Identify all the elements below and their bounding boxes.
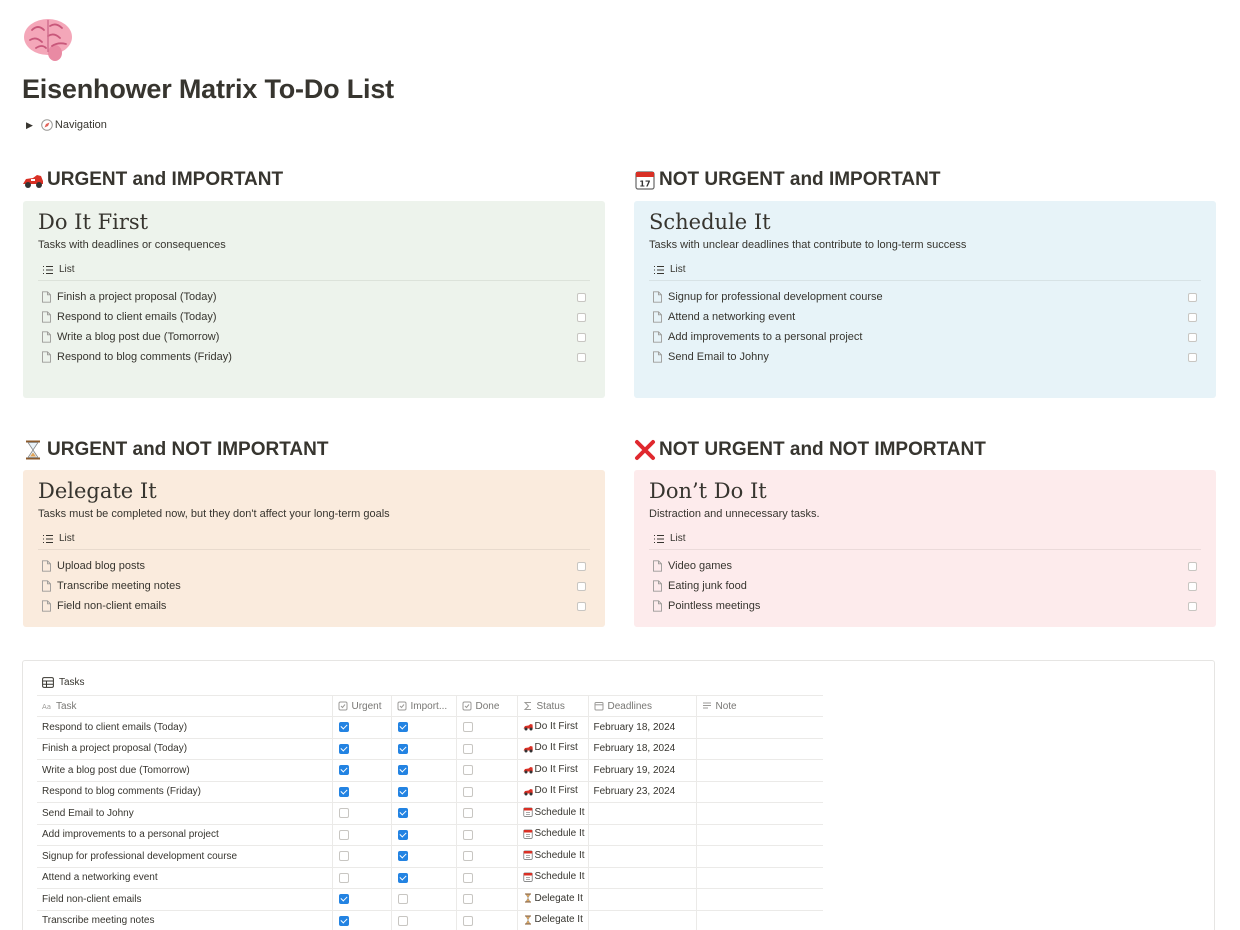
- text-lines-property-icon: [702, 701, 712, 711]
- important-cell: [391, 867, 456, 889]
- document-icon: [41, 351, 52, 363]
- quadrant-heading-urgent-important: URGENT and IMPORTANT: [22, 169, 283, 191]
- table-row[interactable]: [37, 867, 823, 889]
- document-icon: [652, 311, 663, 323]
- column-header-urgent[interactable]: Urgent: [332, 696, 391, 717]
- list-item[interactable]: Write a blog post due (Tomorrow): [38, 327, 590, 347]
- task-cell[interactable]: Field non-client emails: [37, 889, 332, 911]
- column-header-done[interactable]: Done: [456, 696, 517, 717]
- race-car-icon: [523, 764, 533, 774]
- calendar-icon: [523, 829, 533, 839]
- done-checkbox[interactable]: [463, 744, 473, 754]
- quadrant-heading-urgent-not-important: URGENT and NOT IMPORTANT: [22, 439, 328, 461]
- status-cell: Delegate It: [517, 889, 588, 911]
- column-header-status[interactable]: Status: [517, 696, 588, 717]
- note-cell[interactable]: [696, 760, 823, 782]
- document-icon: [652, 351, 663, 363]
- status-cell: Delegate It: [517, 910, 588, 930]
- brain-icon: [22, 16, 74, 64]
- done-cell: [456, 717, 517, 739]
- important-cell: [391, 717, 456, 739]
- urgent-cell: [332, 760, 391, 782]
- hourglass-icon: [523, 893, 533, 903]
- deadline-cell[interactable]: February 18, 2024: [588, 738, 696, 760]
- list-item[interactable]: Video games: [649, 556, 1201, 576]
- item-checkbox[interactable]: [1188, 602, 1197, 611]
- list-item[interactable]: Pointless meetings: [649, 596, 1201, 616]
- done-checkbox[interactable]: [463, 916, 473, 926]
- task-cell[interactable]: Respond to client emails (Today): [37, 717, 332, 739]
- urgent-cell: [332, 738, 391, 760]
- quadrant-schedule-it: [634, 201, 1216, 398]
- status-cell: Do It First: [517, 760, 588, 782]
- important-checkbox[interactable]: [398, 808, 408, 818]
- quadrant-description: Tasks with deadlines or consequences: [38, 239, 226, 251]
- document-icon: [652, 600, 663, 612]
- task-cell[interactable]: Attend a networking event: [37, 867, 332, 889]
- svg-text:Aa: Aa: [42, 702, 52, 711]
- document-icon: [652, 291, 663, 303]
- table-row[interactable]: [37, 889, 823, 911]
- checkbox-property-icon: [397, 701, 407, 711]
- date-property-icon: [594, 701, 604, 711]
- urgent-cell: [332, 824, 391, 846]
- item-checkbox[interactable]: [577, 293, 586, 302]
- important-checkbox[interactable]: [398, 765, 408, 775]
- urgent-checkbox[interactable]: [339, 894, 349, 904]
- list-item[interactable]: Transcribe meeting notes: [38, 576, 590, 596]
- done-checkbox[interactable]: [463, 851, 473, 861]
- important-cell: [391, 760, 456, 782]
- column-header-note[interactable]: Note: [696, 696, 823, 717]
- status-cell: Schedule It: [517, 846, 588, 868]
- done-checkbox[interactable]: [463, 722, 473, 732]
- item-checkbox[interactable]: [577, 602, 586, 611]
- deadline-cell[interactable]: February 18, 2024: [588, 717, 696, 739]
- document-icon: [652, 331, 663, 343]
- status-cell: Schedule It: [517, 867, 588, 889]
- document-icon: [652, 580, 663, 592]
- list-item[interactable]: Attend a networking event: [649, 307, 1201, 327]
- done-cell: [456, 738, 517, 760]
- urgent-cell: [332, 717, 391, 739]
- table-row[interactable]: [37, 910, 823, 930]
- item-checkbox[interactable]: [1188, 353, 1197, 362]
- urgent-checkbox[interactable]: [339, 722, 349, 732]
- race-car-icon: [523, 786, 533, 796]
- quadrant-heading-not-urgent-not-important: NOT URGENT and NOT IMPORTANT: [634, 439, 986, 461]
- done-cell: [456, 781, 517, 803]
- quadrant-title: Do It First: [38, 210, 149, 234]
- urgent-cell: [332, 781, 391, 803]
- list-item[interactable]: Respond to client emails (Today): [38, 307, 590, 327]
- quadrant-title: Don’t Do It: [649, 479, 767, 503]
- deadline-cell[interactable]: [588, 846, 696, 868]
- list-item[interactable]: Signup for professional development course: [649, 287, 1201, 307]
- note-cell[interactable]: [696, 717, 823, 739]
- item-checkbox[interactable]: [577, 333, 586, 342]
- table-header-row: [37, 696, 823, 717]
- item-checkbox[interactable]: [1188, 562, 1197, 571]
- deadline-cell[interactable]: February 19, 2024: [588, 760, 696, 782]
- item-checkbox[interactable]: [1188, 293, 1197, 302]
- important-checkbox[interactable]: [398, 722, 408, 732]
- calendar-icon: [634, 169, 656, 191]
- important-cell: [391, 889, 456, 911]
- important-checkbox[interactable]: [398, 851, 408, 861]
- calendar-icon: [523, 807, 533, 817]
- document-icon: [41, 560, 52, 572]
- deadline-cell[interactable]: [588, 889, 696, 911]
- column-header-important[interactable]: Import...: [391, 696, 456, 717]
- table-row[interactable]: [37, 803, 823, 825]
- hourglass-icon: [22, 439, 44, 461]
- urgent-checkbox[interactable]: [339, 916, 349, 926]
- task-cell[interactable]: Send Email to Johny: [37, 803, 332, 825]
- note-cell[interactable]: [696, 824, 823, 846]
- list-view-tab[interactable]: List: [649, 528, 1201, 550]
- status-cell: Schedule It: [517, 803, 588, 825]
- urgent-checkbox[interactable]: [339, 808, 349, 818]
- quadrant-title: Delegate It: [38, 479, 157, 503]
- urgent-checkbox[interactable]: [339, 873, 349, 883]
- note-cell[interactable]: [696, 781, 823, 803]
- done-cell: [456, 867, 517, 889]
- urgent-cell: [332, 803, 391, 825]
- done-checkbox[interactable]: [463, 765, 473, 775]
- list-item[interactable]: Eating junk food: [649, 576, 1201, 596]
- status-cell: Schedule It: [517, 824, 588, 846]
- race-car-icon: [523, 743, 533, 753]
- item-checkbox[interactable]: [577, 313, 586, 322]
- urgent-checkbox[interactable]: [339, 744, 349, 754]
- hourglass-icon: [523, 915, 533, 925]
- important-cell: [391, 824, 456, 846]
- urgent-cell: [332, 889, 391, 911]
- item-checkbox[interactable]: [577, 562, 586, 571]
- column-header-task[interactable]: Aa Task: [37, 696, 332, 717]
- task-cell[interactable]: Respond to blog comments (Friday): [37, 781, 332, 803]
- table-row[interactable]: [37, 846, 823, 868]
- important-cell: [391, 781, 456, 803]
- urgent-checkbox[interactable]: [339, 765, 349, 775]
- list-icon: [42, 264, 54, 276]
- task-cell[interactable]: Write a blog post due (Tomorrow): [37, 760, 332, 782]
- tasks-table: [37, 695, 823, 930]
- table-row[interactable]: [37, 717, 823, 739]
- document-icon: [41, 311, 52, 323]
- quadrant-dont-do-it: [634, 470, 1216, 627]
- status-cell: Do It First: [517, 717, 588, 739]
- urgent-checkbox[interactable]: [339, 787, 349, 797]
- quadrant-heading-not-urgent-important: 17 NOT URGENT and IMPORTANT: [634, 169, 940, 191]
- deadline-cell[interactable]: [588, 803, 696, 825]
- navigation-toggle[interactable]: [26, 119, 107, 131]
- done-cell: [456, 824, 517, 846]
- list-item[interactable]: Respond to blog comments (Friday): [38, 347, 590, 367]
- urgent-cell: [332, 846, 391, 868]
- done-cell: [456, 846, 517, 868]
- important-checkbox[interactable]: [398, 787, 408, 797]
- deadline-cell[interactable]: [588, 867, 696, 889]
- status-cell: Do It First: [517, 781, 588, 803]
- formula-property-icon: [523, 701, 533, 711]
- calendar-icon: [523, 872, 533, 882]
- table-row[interactable]: [37, 781, 823, 803]
- note-cell[interactable]: [696, 846, 823, 868]
- document-icon: [41, 600, 52, 612]
- checkbox-property-icon: [462, 701, 472, 711]
- item-checkbox[interactable]: [1188, 333, 1197, 342]
- important-checkbox[interactable]: [398, 744, 408, 754]
- triangle-right-icon: ▶: [26, 119, 33, 130]
- list-view-tab[interactable]: List: [649, 259, 1201, 281]
- important-checkbox[interactable]: [398, 894, 408, 904]
- done-checkbox[interactable]: [463, 830, 473, 840]
- table-row[interactable]: [37, 738, 823, 760]
- race-car-icon: [22, 169, 44, 191]
- svg-text:17: 17: [639, 179, 651, 189]
- document-icon: [41, 291, 52, 303]
- done-checkbox[interactable]: [463, 787, 473, 797]
- list-item[interactable]: Finish a project proposal (Today): [38, 287, 590, 307]
- important-cell: [391, 910, 456, 930]
- deadline-cell[interactable]: [588, 824, 696, 846]
- document-icon: [41, 331, 52, 343]
- list-item[interactable]: Add improvements to a personal project: [649, 327, 1201, 347]
- quadrant-description: Distraction and unnecessary tasks.: [649, 508, 820, 520]
- urgent-checkbox[interactable]: [339, 830, 349, 840]
- important-cell: [391, 846, 456, 868]
- table-icon: [42, 677, 54, 688]
- quadrant-title: Schedule It: [649, 210, 771, 234]
- page-title: Eisenhower Matrix To-Do List: [22, 74, 394, 104]
- quadrant-description: Tasks with unclear deadlines that contribute to long-term success: [649, 239, 967, 251]
- task-cell[interactable]: Finish a project proposal (Today): [37, 738, 332, 760]
- task-cell[interactable]: Signup for professional development course: [37, 846, 332, 868]
- compass-icon: [41, 119, 53, 131]
- deadline-cell[interactable]: [588, 910, 696, 930]
- list-item[interactable]: Field non-client emails: [38, 596, 590, 616]
- done-cell: [456, 803, 517, 825]
- list-view-tab[interactable]: List: [38, 528, 590, 550]
- quadrant-description: Tasks must be completed now, but they don't affect your long-term goals: [38, 508, 390, 520]
- table-row[interactable]: [37, 824, 823, 846]
- urgent-cell: [332, 910, 391, 930]
- race-car-icon: [523, 721, 533, 731]
- deadline-cell[interactable]: February 23, 2024: [588, 781, 696, 803]
- important-cell: [391, 738, 456, 760]
- task-cell[interactable]: Transcribe meeting notes: [37, 910, 332, 930]
- list-view-tab[interactable]: List: [38, 259, 590, 281]
- list-item[interactable]: Upload blog posts: [38, 556, 590, 576]
- note-cell[interactable]: [696, 803, 823, 825]
- column-header-deadlines[interactable]: Deadlines: [588, 696, 696, 717]
- item-checkbox[interactable]: [1188, 313, 1197, 322]
- quadrant-do-it-first: [23, 201, 605, 398]
- task-cell[interactable]: Add improvements to a personal project: [37, 824, 332, 846]
- important-checkbox[interactable]: [398, 916, 408, 926]
- done-cell: [456, 910, 517, 930]
- checkbox-property-icon: [338, 701, 348, 711]
- document-icon: [41, 580, 52, 592]
- list-item[interactable]: Send Email to Johny: [649, 347, 1201, 367]
- item-checkbox[interactable]: [1188, 582, 1197, 591]
- table-view-tab[interactable]: Tasks: [42, 677, 85, 688]
- table-row[interactable]: [37, 760, 823, 782]
- urgent-cell: [332, 867, 391, 889]
- important-cell: [391, 803, 456, 825]
- note-cell[interactable]: [696, 889, 823, 911]
- done-cell: [456, 889, 517, 911]
- cross-mark-icon: [634, 439, 656, 461]
- navigation-label: Navigation: [54, 119, 107, 131]
- item-checkbox[interactable]: [577, 353, 586, 362]
- list-icon: [42, 533, 54, 545]
- item-checkbox[interactable]: [577, 582, 586, 591]
- calendar-icon: [523, 850, 533, 860]
- list-icon: [653, 264, 665, 276]
- document-icon: [652, 560, 663, 572]
- note-cell[interactable]: [696, 910, 823, 930]
- done-cell: [456, 760, 517, 782]
- done-checkbox[interactable]: [463, 894, 473, 904]
- tasks-database: [22, 660, 1215, 930]
- important-checkbox[interactable]: [398, 830, 408, 840]
- important-checkbox[interactable]: [398, 873, 408, 883]
- urgent-checkbox[interactable]: [339, 851, 349, 861]
- note-cell[interactable]: [696, 738, 823, 760]
- done-checkbox[interactable]: [463, 808, 473, 818]
- text-property-icon: [42, 701, 52, 711]
- note-cell[interactable]: [696, 867, 823, 889]
- status-cell: Do It First: [517, 738, 588, 760]
- done-checkbox[interactable]: [463, 873, 473, 883]
- quadrant-delegate-it: [23, 470, 605, 627]
- list-icon: [653, 533, 665, 545]
